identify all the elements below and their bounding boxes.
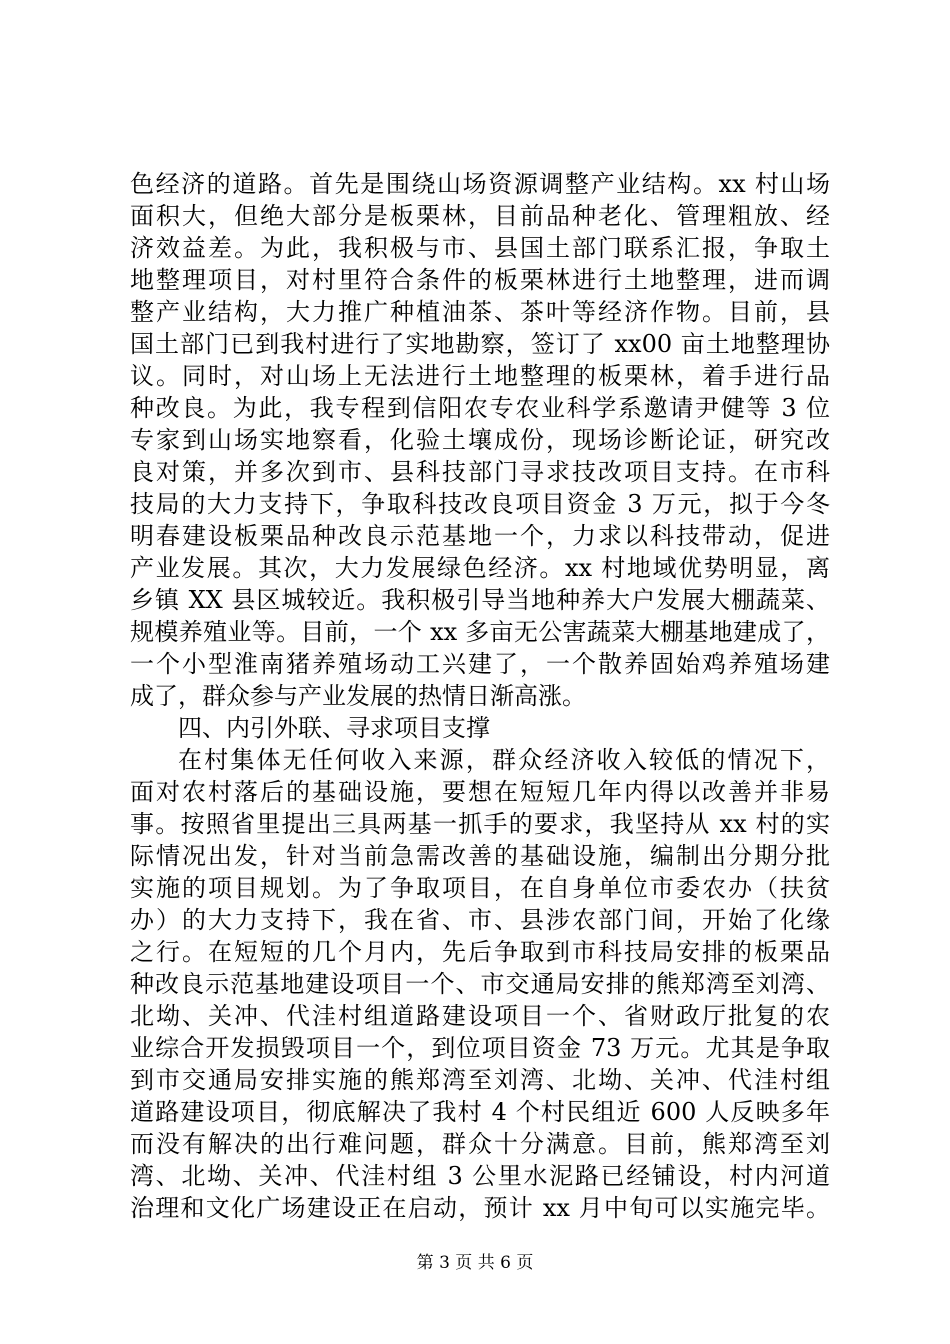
- text-line: 产业发展。其次，大力发展绿色经济。xx 村地域优势明显，离: [130, 554, 830, 582]
- text-line: 治理和文化广场建设正在启动，预计 xx 月中旬可以实施完毕。: [130, 1194, 830, 1222]
- text-line: 色经济的道路。首先是围绕山场资源调整产业结构。xx 村山场: [130, 170, 830, 198]
- text-line: 种改良。为此，我专程到信阳农专农业科学系邀请尹健等 3 位: [130, 394, 830, 422]
- text-line: 而没有解决的出行难问题，群众十分满意。目前，熊郑湾至刘: [130, 1130, 830, 1158]
- text-line: 专家到山场实地察看，化验土壤成份，现场诊断论证，研究改: [130, 426, 830, 454]
- text-line: 技局的大力支持下，争取科技改良项目资金 3 万元，拟于今冬: [130, 490, 830, 518]
- text-line: 面对农村落后的基础设施，要想在短短几年内得以改善并非易: [130, 778, 830, 806]
- text-line: 地整理项目，对村里符合条件的板栗林进行土地整理，进而调: [130, 266, 830, 294]
- text-line: 湾、北坳、关冲、代洼村组 3 公里水泥路已经铺设，村内河道: [130, 1162, 830, 1190]
- text-line: 良对策，并多次到市、县科技部门寻求技改项目支持。在市科: [130, 458, 830, 486]
- text-line: 实施的项目规划。为了争取项目，在自身单位市委农办（扶贫: [130, 874, 830, 902]
- section-heading: 四、内引外联、寻求项目支撑: [178, 714, 490, 742]
- page-number-footer: 第 3 页 共 6 页: [416, 1253, 534, 1273]
- text-line: 办）的大力支持下，我在省、市、县涉农部门间，开始了化缘: [130, 906, 830, 934]
- text-line: 明春建设板栗品种改良示范基地一个，力求以科技带动，促进: [130, 522, 830, 550]
- text-line: 规模养殖业等。目前，一个 xx 多亩无公害蔬菜大棚基地建成了，: [130, 618, 830, 646]
- text-line: 际情况出发，针对当前急需改善的基础设施，编制出分期分批: [130, 842, 830, 870]
- text-line: 道路建设项目，彻底解决了我村 4 个村民组近 600 人反映多年: [130, 1098, 830, 1126]
- text-line: 成了，群众参与产业发展的热情日渐高涨。: [130, 682, 586, 710]
- text-line: 乡镇 XX 县区城较近。我积极引导当地种养大户发展大棚蔬菜、: [130, 586, 830, 614]
- text-line: 整产业结构，大力推广种植油茶、茶叶等经济作物。目前，县: [130, 298, 830, 326]
- text-line: 国土部门已到我村进行了实地勘察，签订了 xx00 亩土地整理协: [130, 330, 830, 358]
- text-line: 一个小型淮南猪养殖场动工兴建了，一个散养固始鸡养殖场建: [130, 650, 830, 678]
- text-line: 面积大，但绝大部分是板栗林，目前品种老化、管理粗放、经: [130, 202, 830, 230]
- text-line: 北坳、关冲、代洼村组道路建设项目一个、省财政厅批复的农: [130, 1002, 830, 1030]
- text-line: 事。按照省里提出三具两基一抓手的要求，我坚持从 xx 村的实: [130, 810, 830, 838]
- text-line: 业综合开发损毁项目一个，到位项目资金 73 万元。尤其是争取: [130, 1034, 830, 1062]
- text-line: 在村集体无任何收入来源，群众经济收入较低的情况下，: [178, 746, 830, 774]
- text-line: 济效益差。为此，我积极与市、县国土部门联系汇报，争取土: [130, 234, 830, 262]
- text-line: 之行。在短短的几个月内，先后争取到市科技局安排的板栗品: [130, 938, 830, 966]
- text-line: 议。同时，对山场上无法进行土地整理的板栗林，着手进行品: [130, 362, 830, 390]
- text-line: 种改良示范基地建设项目一个、市交通局安排的熊郑湾至刘湾、: [130, 970, 830, 998]
- text-line: 到市交通局安排实施的熊郑湾至刘湾、北坳、关冲、代洼村组: [130, 1066, 830, 1094]
